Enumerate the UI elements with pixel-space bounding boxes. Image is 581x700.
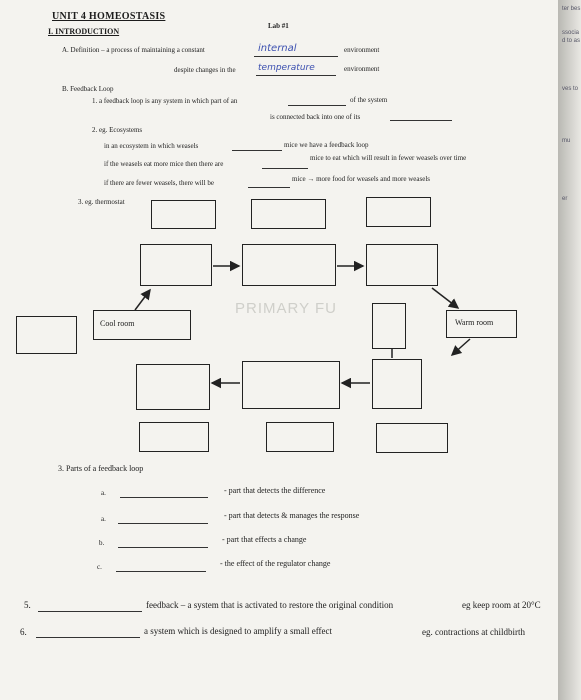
adjacent-page-edge: [558, 0, 581, 700]
edge-text-3: d to as: [562, 38, 581, 44]
q5-example: eg keep room at 20°C: [462, 600, 541, 610]
edge-text-1: ter bes: [562, 6, 581, 12]
q6-example: eg. contractions at childbirth: [422, 627, 525, 637]
parts-row-2-letter: a.: [101, 515, 106, 523]
parts-row-3-desc: - part that effects a change: [222, 535, 307, 544]
definition-line2-prefix: despite changes in the: [174, 66, 236, 74]
parts-row-1-blank[interactable]: [120, 497, 208, 498]
q6-text: a system which is designed to amplify a small effect: [144, 626, 333, 636]
parts-row-4-blank[interactable]: [116, 571, 206, 572]
parts-row-2-desc: - part that detects & manages the response: [224, 511, 360, 520]
item2-line2-suffix: mice to eat which will result in fewer weasels over time: [310, 154, 467, 162]
item1-suffix: of the system: [350, 96, 388, 104]
q5-blank[interactable]: [38, 611, 142, 612]
parts-row-1-letter: a.: [101, 489, 106, 497]
q6-blank[interactable]: [36, 637, 140, 638]
lab-label: Lab #1: [268, 22, 289, 30]
feedback-loop-heading: B. Feedback Loop: [62, 85, 114, 93]
definition-prefix: A. Definition – a process of maintaining a constant: [62, 46, 205, 54]
item2-line1-prefix: in an ecosystem in which weasels: [104, 142, 199, 150]
arrow-warm-down: [432, 288, 458, 308]
edge-text-5: mu: [562, 138, 571, 144]
item1-prefix: 1. a feedback loop is any system in which part of an: [92, 97, 238, 105]
edge-text-6: er: [562, 196, 568, 202]
parts-row-4-desc: - the effect of the regulator change: [220, 559, 331, 568]
q5-text: feedback – a system that is activated to restore the original condition: [146, 600, 394, 610]
thermostat-label: 3. eg. thermostat: [78, 198, 125, 206]
definition-suffix-1: environment: [344, 46, 380, 54]
parts-row-3-blank[interactable]: [118, 547, 208, 548]
intro-heading: I. INTRODUCTION: [48, 27, 120, 36]
q5-number: 5.: [24, 600, 31, 610]
warm-room-label: Warm room: [455, 318, 494, 327]
parts-row-2-blank[interactable]: [118, 523, 208, 524]
parts-row-4-letter: c.: [97, 563, 102, 571]
edge-text-4: ves to: [562, 86, 579, 92]
parts-heading: 3. Parts of a feedback loop: [58, 464, 144, 473]
edge-text-2: ssocia: [562, 30, 580, 36]
watermark-text: PRIMARY FU: [235, 300, 337, 317]
parts-row-1-desc: - part that detects the difference: [224, 486, 326, 495]
arrow-cool-up: [135, 290, 150, 310]
item2-heading: 2. eg. Ecosystems: [92, 126, 143, 134]
definition-suffix-2: environment: [344, 65, 380, 73]
item2-line3-suffix: mice → more food for weasels and more weasels: [292, 175, 431, 183]
item2-line3-prefix: if there are fewer weasels, there will be: [104, 179, 214, 187]
q6-number: 6.: [20, 627, 27, 637]
item2-line2-prefix: if the weasels eat more mice then there are: [104, 160, 224, 168]
item1-line2: is connected back into one of its: [270, 113, 361, 121]
definition-answer-2: temperature: [258, 63, 315, 73]
cool-room-label: Cool room: [100, 319, 135, 328]
definition-answer-1: internal: [258, 43, 297, 54]
arrow-warm-in: [452, 339, 470, 355]
item2-line1-suffix: mice we have a feedback loop: [284, 141, 369, 149]
unit-title: UNIT 4 HOMEOSTASIS: [52, 11, 166, 22]
parts-row-3-letter: b.: [99, 539, 105, 547]
